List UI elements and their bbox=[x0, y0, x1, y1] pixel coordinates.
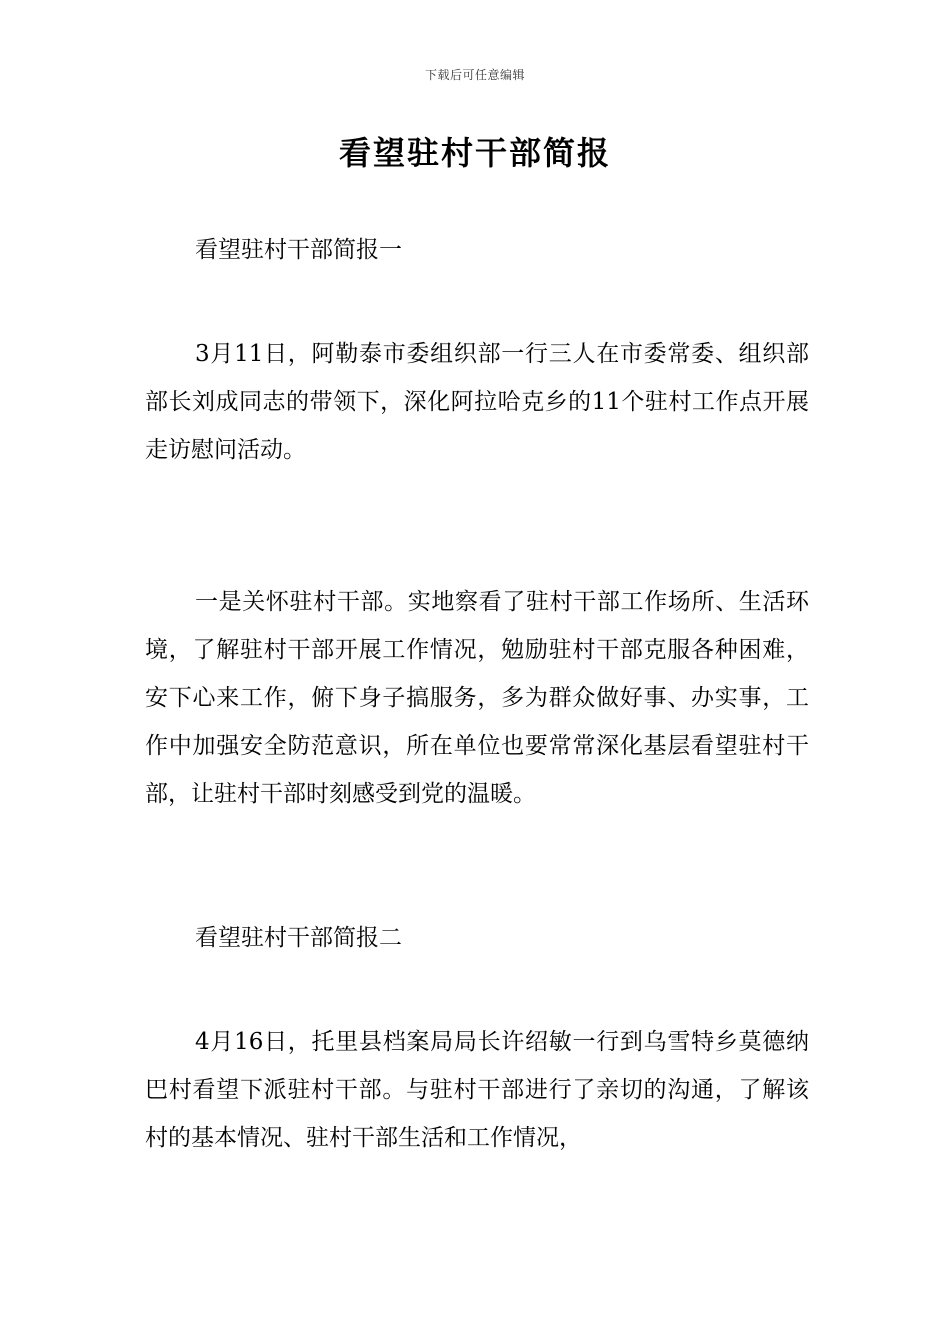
document-body bbox=[145, 226, 809, 1162]
paragraph-3: 4月16日，托里县档案局局长许绍敏一行到乌雪特乡莫德纳巴村看望下派驻村干部。与驻村干部进行了亲切的沟通，了解该村的基本情况、驻村干部生活和工作情况， bbox=[145, 1029, 809, 1151]
paragraph-2: 一是关怀驻村干部。实地察看了驻村干部工作场所、生活环境，了解驻村干部开展工作情况，勉励驻村干部克服各种困难，安下心来工作，俯下身子搞服务，多为群众做好事、办实事，工作中加强安全防范意识，所在单位也要常常深化基层看望驻村干部，让驻村干部时刻感受到党的温暖。 bbox=[145, 589, 809, 807]
spacer bbox=[145, 474, 809, 578]
paragraph-1: 3月11日，阿勒泰市委组织部一行三人在市委常委、组织部部长刘成同志的带领下，深化阿拉哈克乡的11个驻村工作点开展走访慰问活动。 bbox=[145, 341, 809, 463]
spacer bbox=[145, 274, 809, 330]
header-note: 下载后可任意编辑 bbox=[424, 68, 525, 82]
section-heading-2: 看望驻村干部简报二 bbox=[195, 925, 402, 951]
spacer bbox=[145, 962, 809, 1018]
spacer bbox=[145, 818, 809, 914]
section-heading-1: 看望驻村干部简报一 bbox=[195, 237, 402, 263]
document-title: 看望驻村干部简报 bbox=[338, 134, 611, 172]
